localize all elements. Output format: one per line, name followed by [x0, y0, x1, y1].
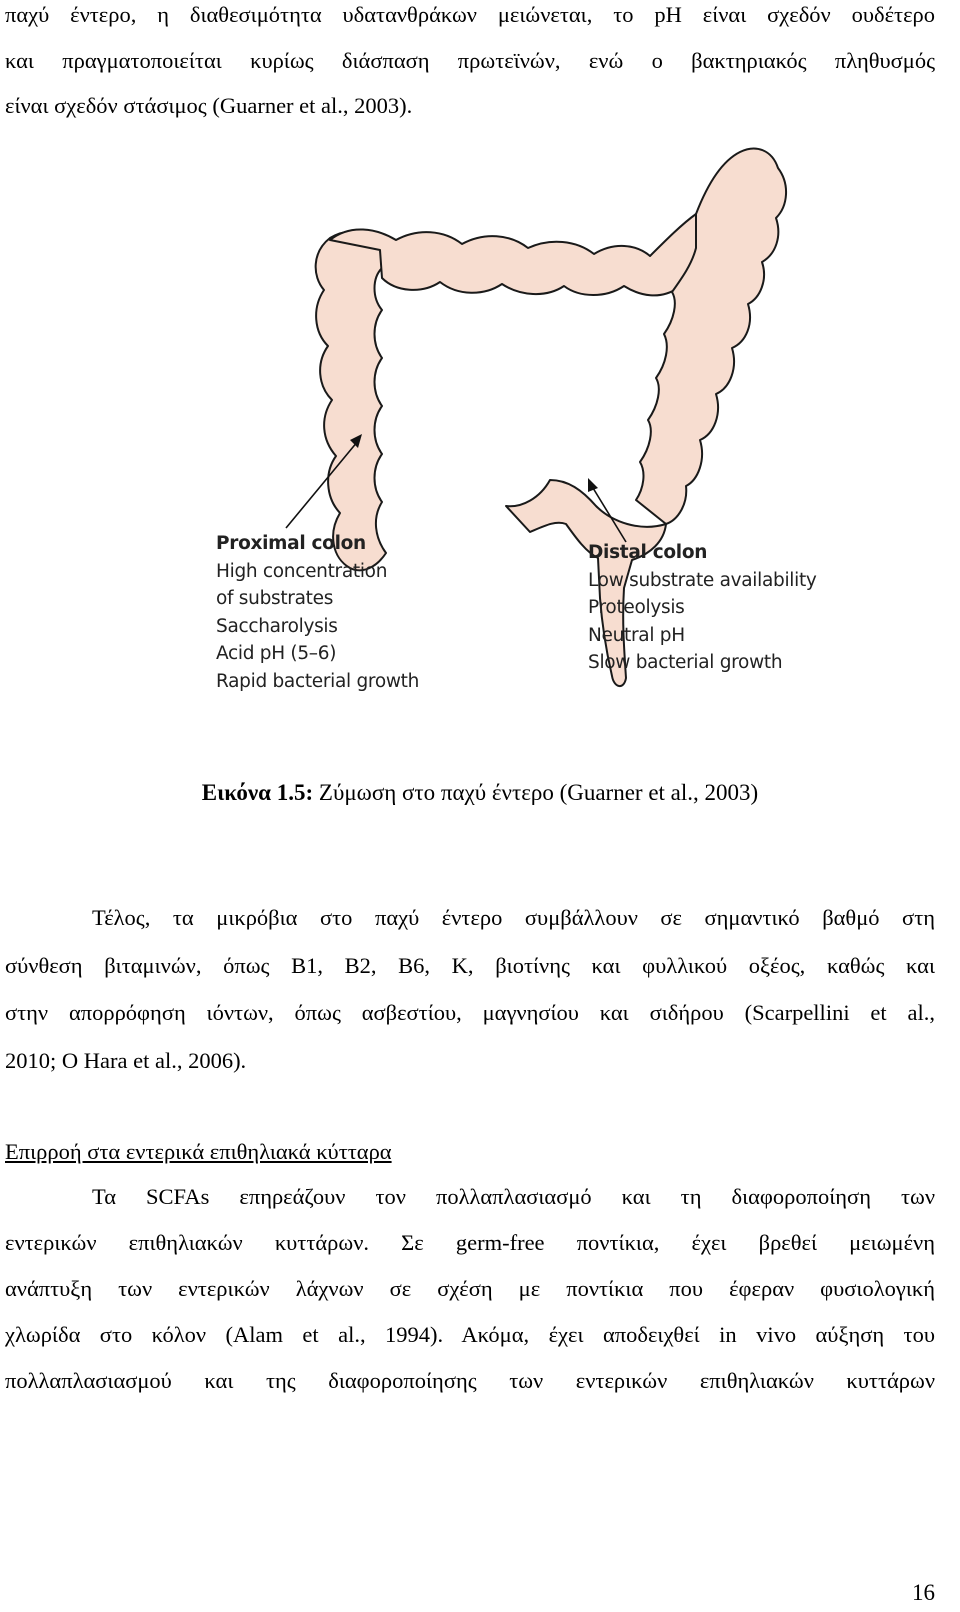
caption-text: Ζύμωση στο παχύ έντερο (Guarner et al., 2003)	[313, 780, 759, 805]
top-paragraph-line-3: είναι σχεδόν στάσιμος (Guarner et al., 2003).	[5, 93, 413, 118]
descending-colon	[636, 149, 786, 524]
paragraph-2-line-4: 2010; O Hara et al., 2006).	[5, 1048, 247, 1073]
proximal-colon-heading: Proximal colon	[216, 533, 366, 554]
paragraph-2-line-1: Τέλος, τα μικρόβια στο παχύ έντερο συμβάλλουν σε σημαντικό βαθμό στη	[92, 905, 935, 930]
figure-caption	[0, 778, 960, 808]
transverse-colon	[330, 214, 724, 295]
paragraph-3-line-1: Τα SCFAs επηρεάζουν τον πολλαπλασιασμό και τη διαφοροποίηση των	[92, 1184, 935, 1209]
paragraph-2-line-3: στην απορρόφηση ιόντων, όπως ασβεστίου, μαγνησίου και σιδήρου (Scarpellini et al.,	[5, 1000, 935, 1025]
distal-colon-label	[588, 539, 817, 677]
section-heading: Επιρροή στα εντερικά επιθηλιακά κύτταρα	[5, 1139, 392, 1164]
proximal-colon-item: High concentration	[216, 560, 388, 582]
colon-fermentation-figure	[200, 128, 880, 718]
proximal-colon-item: of substrates	[216, 588, 334, 609]
top-paragraph-line-1: παχύ έντερο, η διαθεσιμότητα υδατανθράκων μειώνεται, το pH είναι σχεδόν ουδέτερο	[5, 2, 935, 27]
proximal-colon-item: Acid pH (5–6)	[216, 643, 337, 664]
page-number: 16	[912, 1580, 935, 1605]
paragraph-3-line-2: εντερικών επιθηλιακών κυττάρων. Σε germ-free ποντίκια, έχει βρεθεί μειωμένη	[5, 1230, 935, 1255]
distal-colon-item: Low substrate availability	[588, 569, 817, 591]
paragraph-3-line-4: χλωρίδα στο κόλον (Alam et al., 1994). Ακόμα, έχει αποδειχθεί in vivo αύξηση του	[5, 1322, 935, 1347]
proximal-colon-label	[216, 530, 419, 695]
ascending-colon	[316, 232, 386, 571]
distal-colon-item: Slow bacterial growth	[588, 652, 783, 673]
distal-colon-item: Proteolysis	[588, 597, 685, 618]
proximal-colon-item: Rapid bacterial growth	[216, 670, 420, 692]
distal-colon-heading: Distal colon	[588, 542, 708, 563]
paragraph-2-line-2: σύνθεση βιταμινών, όπως B1, B2, B6, K, βιοτίνης και φυλλικού οξέος, καθώς και	[5, 953, 935, 978]
distal-colon-item: Neutral pH	[588, 624, 685, 646]
proximal-colon-item: Saccharolysis	[216, 615, 338, 637]
caption-label: Εικόνα 1.5:	[201, 780, 314, 805]
top-paragraph-line-2: και πραγματοποιείται κυρίως διάσπαση πρωτεϊνών, ενώ ο βακτηριακός πληθυσμός	[5, 48, 935, 73]
paragraph-3-line-5: πολλαπλασιασμού και της διαφοροποίησης των εντερικών επιθηλιακών κυττάρων	[5, 1368, 935, 1393]
paragraph-3-line-3: ανάπτυξη των εντερικών λάχνων σε σχέση με ποντίκια που έφεραν φυσιολογική	[5, 1276, 935, 1301]
